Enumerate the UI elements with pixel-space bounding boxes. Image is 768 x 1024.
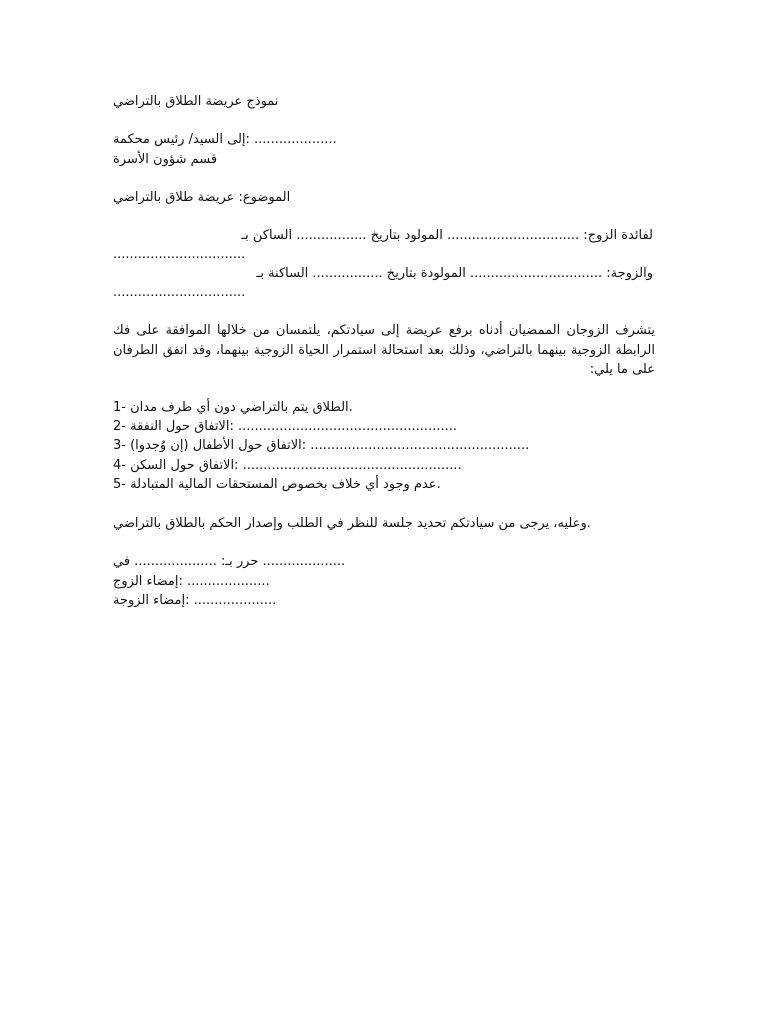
agreement-item-5: 5- عدم وجود أي خلاف بخصوص المستحقات المالية المتبادلة. [113,477,441,492]
husband-signature: إمضاء الزوج: .................... [113,574,270,589]
document-title: نموذج عريضة الطلاق بالتراضي [113,94,279,109]
wife-info-continuation: ................................ [113,285,246,300]
addressee-department: قسم شؤون الأسرة [113,152,218,167]
wife-info-line: والزوجة: ................................ المولودة بتاريخ ................. الساكنة بـ [256,266,653,281]
agreement-item-2: 2- الاتفاق حول النفقة: ..................................................... [113,419,457,434]
agreement-item-4: 4- الاتفاق حول السكن: ..................................................... [113,458,462,473]
addressee-court: إلى السيد/ رئيس محكمة: .................... [113,132,337,147]
husband-info-line: لفائدة الزوج: ................................ المولود بتاريخ ................. الساكن بـ [241,228,653,243]
agreement-item-1: 1- الطلاق يتم بالتراضي دون أي طرف مدان. [113,400,353,415]
signed-place-date: حرر بـ: .................... في .................... [113,554,346,569]
husband-info-continuation: ................................ [113,247,246,262]
agreement-item-3: 3- الاتفاق حول الأطفال (إن وُجدوا): ..................................................... [113,438,530,453]
wife-signature: إمضاء الزوجة: .................... [113,593,277,608]
closing-request: وعليه، يرجى من سيادتكم تحديد جلسة للنظر في الطلب وإصدار الحكم بالطلاق بالتراضي. [113,516,591,531]
subject-line: الموضوع: عريضة طلاق بالتراضي [113,190,291,205]
request-paragraph: يتشرف الزوجان الممضيان أدناه برفع عريضة إلى سيادتكم، يلتمسان من خلالها الموافقة على فك الرابطة الزوجية بينهما بالتراضي، وذلك بعد استحالة استمرار الحياة الزوجية بينهما، وقد اتفق الطرفان على ما يلي: [113,323,655,377]
